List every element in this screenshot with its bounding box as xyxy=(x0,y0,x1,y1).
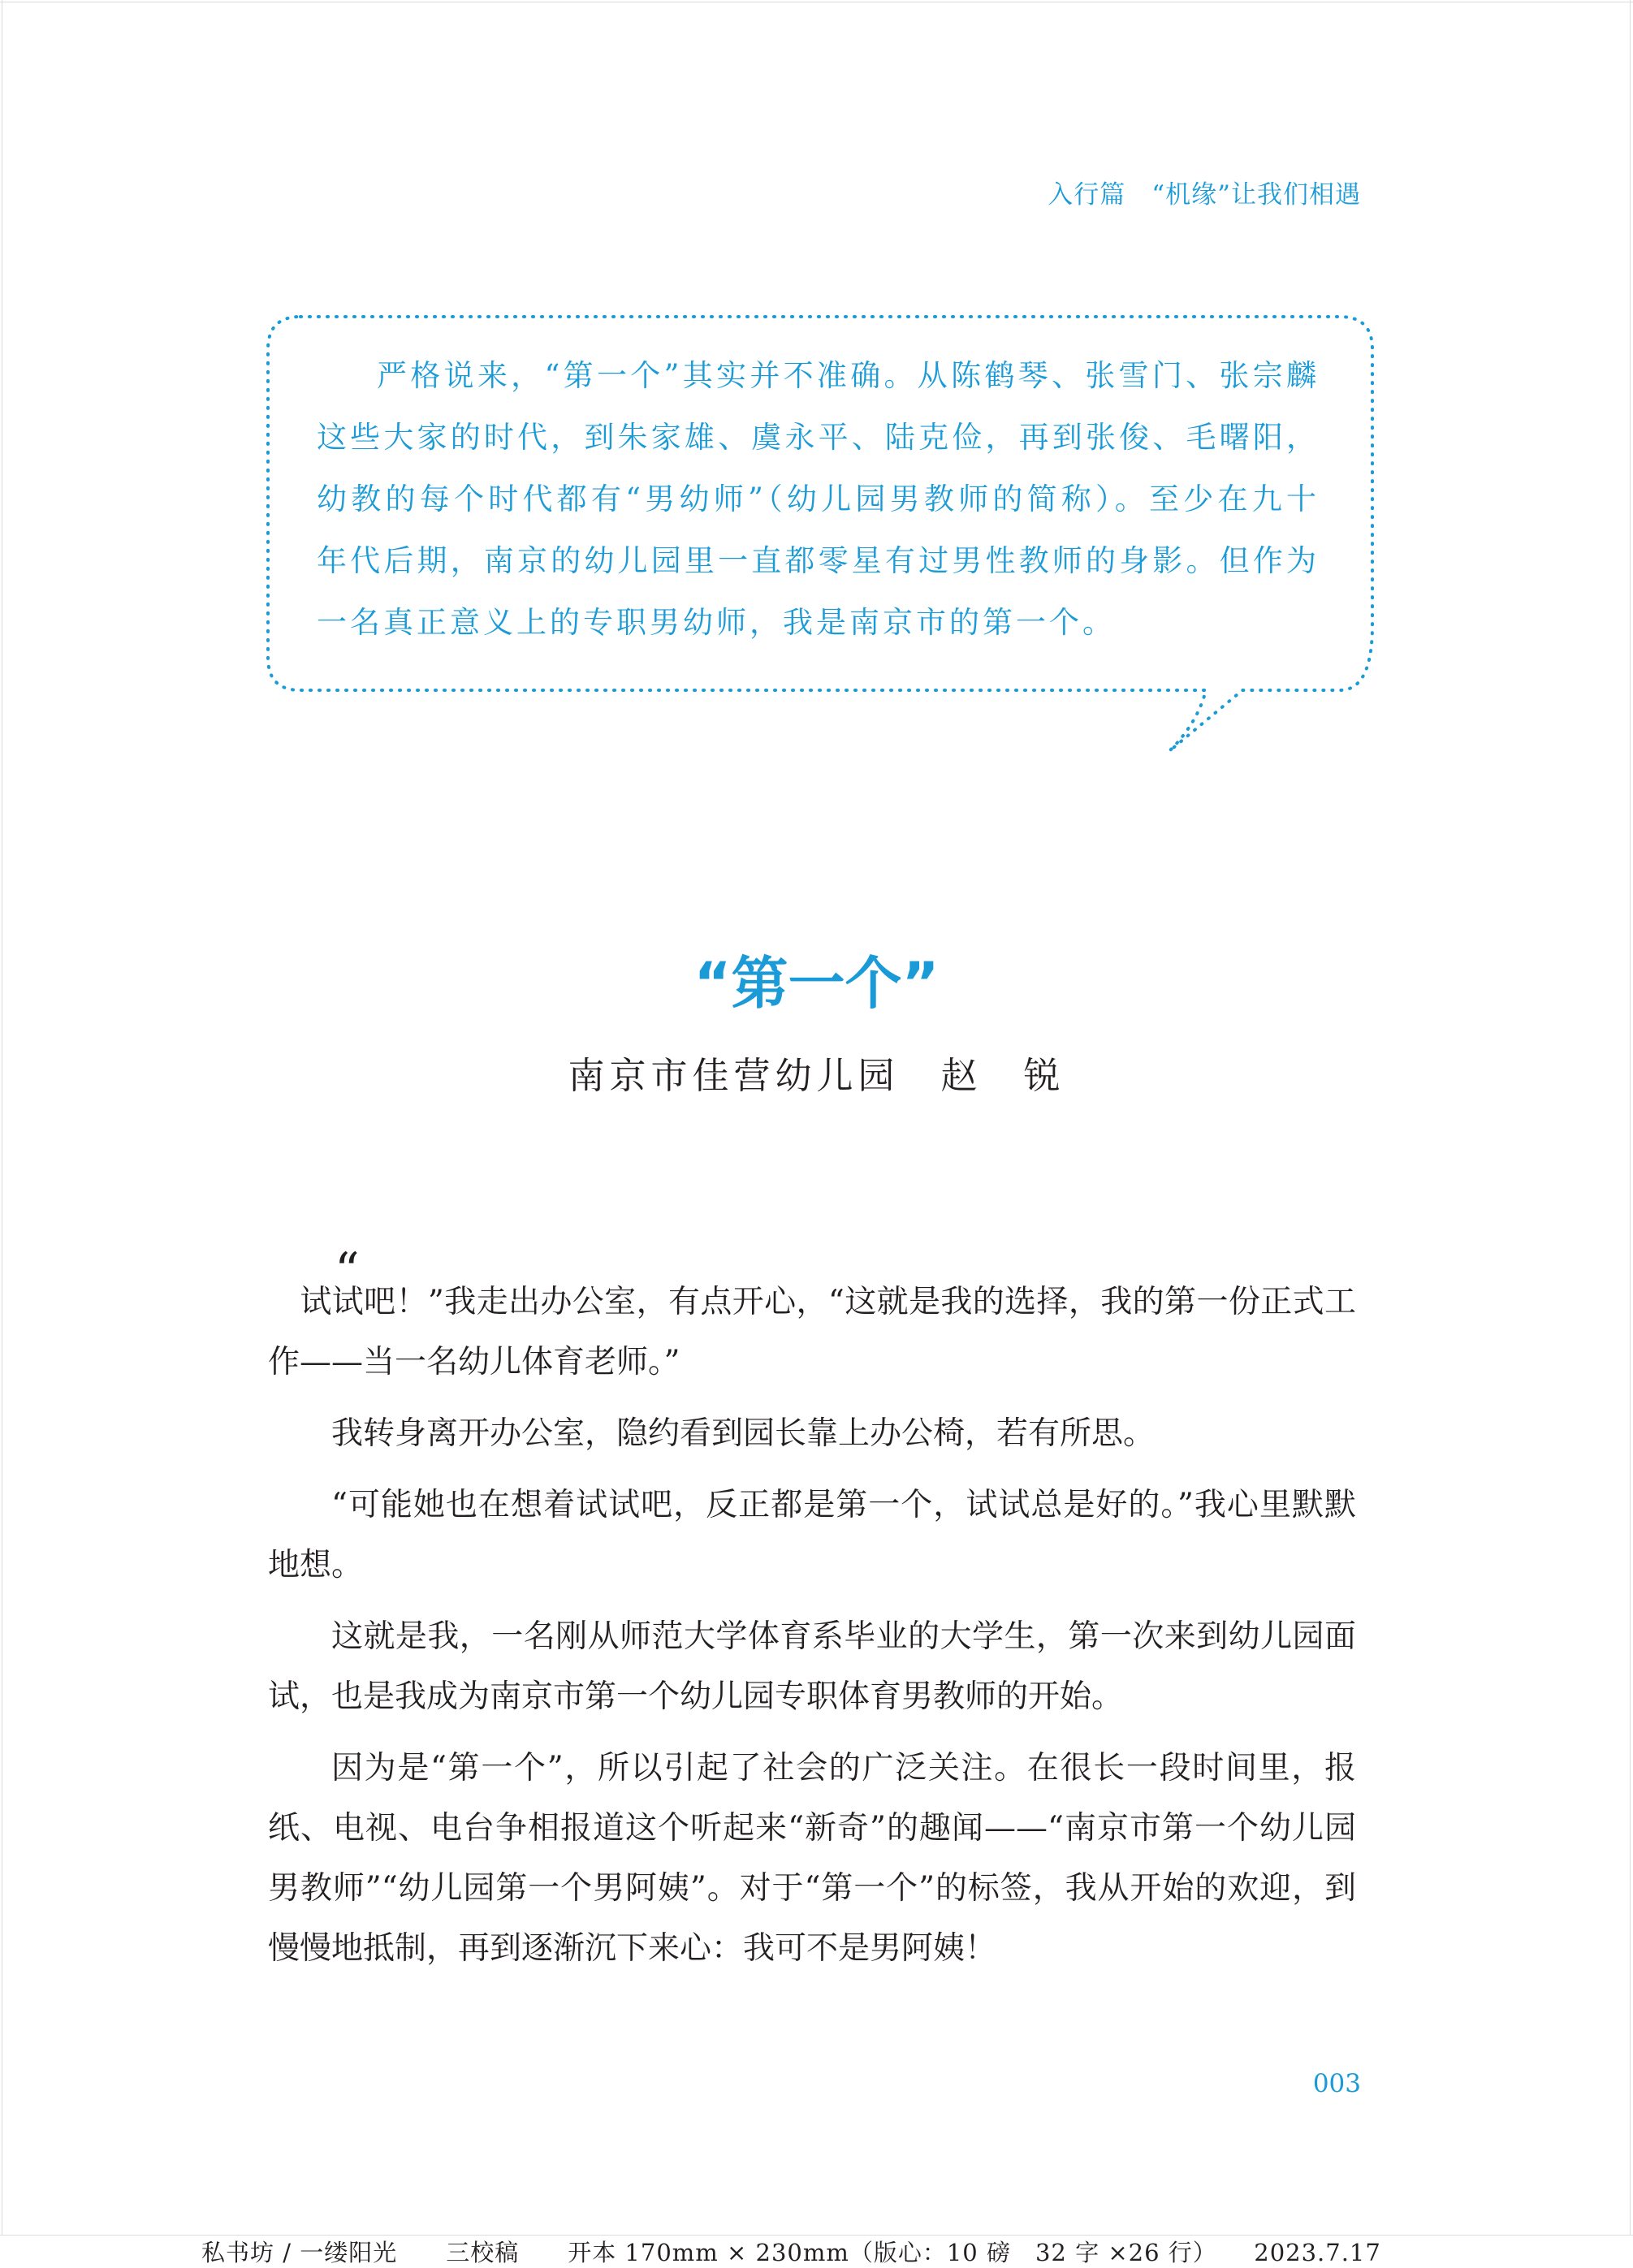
page-number: 003 xyxy=(1312,2069,1361,2098)
trim-line-right xyxy=(1630,0,1631,2235)
print-slug-line: 私书坊 / 一缕阳光 三校稿 开本 170mm × 230mm（版心：10 磅 32 字 ×26 行） 2023.7.17 xyxy=(201,2239,1381,2266)
quote-paragraph: 严格说来，“第一个”其实并不准确。从陈鹤琴、张雪门、张宗麟这些大家的时代，到朱家雄、虞永平、陆克俭，再到张俊、毛曙阳，幼教的每个时代都有“男幼师”（幼儿园男教师的简称）。至少在九十年代后期，南京的幼儿园里一直都零星有过男性教师的身影。但作为一名真正意义上的专职男幼师，我是南京市的第一个。 xyxy=(317,358,1320,640)
body-paragraph: 这就是我，一名刚从师范大学体育系毕业的大学生，第一次来到幼儿园面试，也是我成为南京市第一个幼儿园专职体育男教师的开始。 xyxy=(268,1618,1356,1715)
body-paragraph: 因为是“第一个”，所以引起了社会的广泛关注。在很长一段时间里，报纸、电视、电台争相报道这个听起来“新奇”的趣闻——“南京市第一个幼儿园男教师”“幼儿园第一个男阿姨”。对于“第一个”的标签，我从开始的欢迎，到慢慢地抵制，再到逐渐沉下来心：我可不是男阿姨！ xyxy=(268,1750,1356,1967)
running-header: 入行篇 “机缘”让我们相遇 xyxy=(1048,180,1361,210)
body-paragraph: “可能她也在想着试试吧，反正都是第一个，试试总是好的。”我心里默默地想。 xyxy=(268,1487,1356,1583)
author-line: 南京市佳营幼儿园 赵 锐 xyxy=(568,1054,1065,1097)
body-paragraph: 试试吧！”我走出办公室，有点开心，“这就是我的选择，我的第一份正式工作——当一名幼儿体育老师。” xyxy=(268,1284,1356,1380)
quote-box xyxy=(317,345,1320,654)
body-text xyxy=(268,1272,1356,1990)
article-title: “第一个” xyxy=(693,950,940,1017)
opening-quote-mark: “ xyxy=(335,1242,360,1299)
body-paragraph: 我转身离开办公室，隐约看到园长靠上办公椅，若有所思。 xyxy=(331,1415,1156,1452)
